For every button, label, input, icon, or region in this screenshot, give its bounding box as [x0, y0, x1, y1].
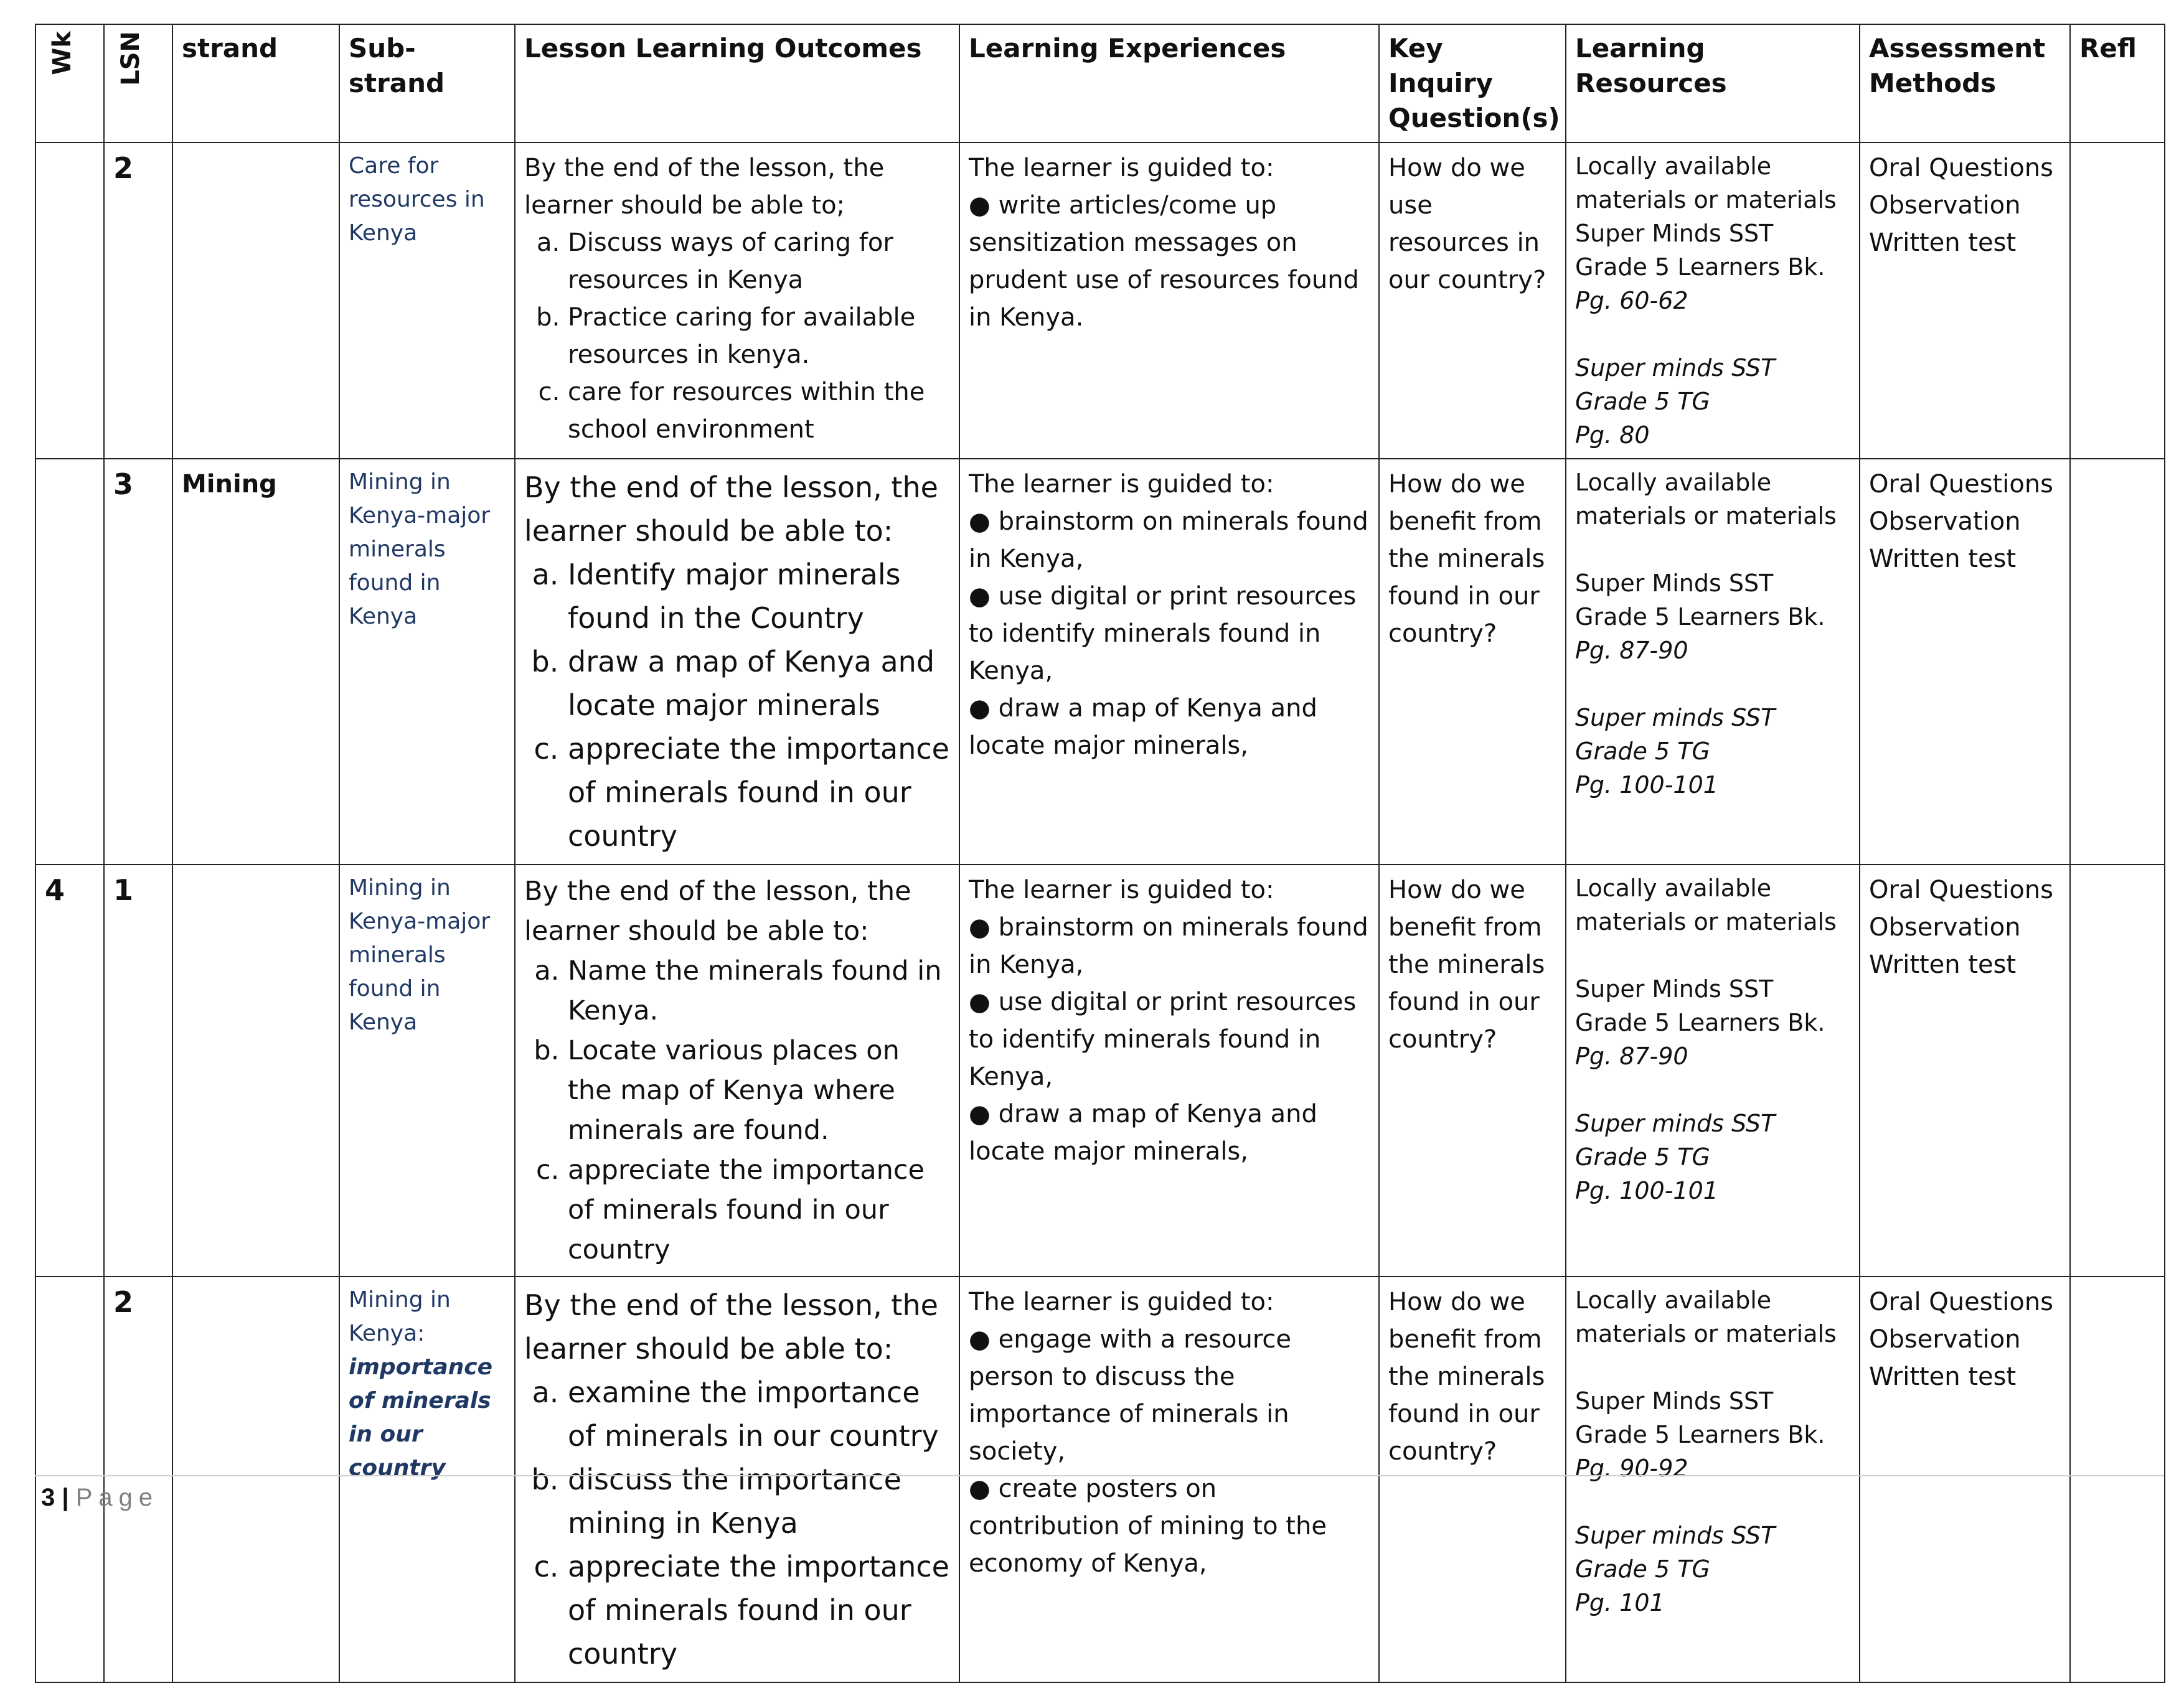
experiences-cell: The learner is guided to: ● write articles/come up sensitization messages on prudent use of resources found in Kenya. [959, 143, 1379, 459]
strand-cell [172, 1277, 339, 1682]
inquiry-cell: How do we benefit from the minerals found in our country? [1379, 1277, 1566, 1682]
outcome-item: a. Identify major minerals found in the Country [568, 553, 950, 640]
outcomes-list [524, 951, 950, 1270]
experience-item: ● write articles/come up sensitization messages on prudent use of resources found in Kenya. [969, 187, 1370, 336]
outcomes-list [524, 224, 950, 448]
table-row [35, 143, 2165, 459]
experience-item: ● brainstorm on minerals found in Kenya, [969, 503, 1370, 578]
assessment-cell: Oral Questions Observation Written test [1860, 1277, 2070, 1682]
sub-strand-cell: Mining in Kenya: importance of minerals in our country [339, 1277, 515, 1682]
assessment-cell: Oral Questions Observation Written test [1860, 865, 2070, 1277]
experiences-cell: The learner is guided to: ● brainstorm on minerals found in Kenya, ● use digital or print resources to identify minerals found in Kenya, ● draw a map of Kenya and locate major minerals, [959, 459, 1379, 865]
outcome-item: a. Name the minerals found in Kenya. [568, 951, 950, 1031]
header-week: Wk [35, 24, 104, 143]
outcome-item: c. appreciate the importance of minerals found in our country [568, 1545, 950, 1676]
resources-cell: Locally available materials or materials Super Minds SST Grade 5 Learners Bk. Pg. 87-90 Super minds SST Grade 5 TG Pg. 100-101 [1566, 865, 1860, 1277]
strand-cell [172, 865, 339, 1277]
outcome-item: b. Locate various places on the map of Kenya where minerals are found. [568, 1031, 950, 1150]
reflection-cell [2070, 865, 2165, 1277]
outcome-item: a. Discuss ways of caring for resources in Kenya [568, 224, 950, 299]
inquiry-cell: How do we benefit from the minerals found in our country? [1379, 865, 1566, 1277]
header-lesson: LSN [104, 24, 172, 143]
outcome-item: b. discuss the importance mining in Kenya [568, 1458, 950, 1545]
resources-cell: Locally available materials or materials Super Minds SST Grade 5 Learners Bk. Pg. 90-92 Super minds SST Grade 5 TG Pg. 101 [1566, 1277, 1860, 1682]
header-strand: strand [172, 24, 339, 143]
assessment-cell: Oral Questions Observation Written test [1860, 143, 2070, 459]
strand-cell [172, 143, 339, 459]
experience-item: ● brainstorm on minerals found in Kenya, [969, 909, 1370, 983]
outcomes-list [524, 1371, 950, 1676]
scheme-of-work-table [35, 24, 2165, 1683]
sub-strand-cell: Mining in Kenya-major minerals found in Kenya [339, 865, 515, 1277]
page-footer [41, 1484, 159, 1512]
sub-strand-cell: Care for resources in Kenya [339, 143, 515, 459]
header-resources: Learning Resources [1566, 24, 1860, 143]
reflection-cell [2070, 143, 2165, 459]
week-cell [35, 1277, 104, 1682]
experience-item: ● engage with a resource person to discuss the importance of minerals in society, [969, 1321, 1370, 1470]
page-number: 3 [41, 1484, 55, 1511]
outcomes-list [524, 553, 950, 858]
header-assessment: Assessment Methods [1860, 24, 2070, 143]
experience-item: ● create posters on contribution of mining to the economy of Kenya, [969, 1470, 1370, 1582]
outcome-item: b. Practice caring for available resources in kenya. [568, 299, 950, 373]
outcome-item: b. draw a map of Kenya and locate major minerals [568, 640, 950, 727]
strand-cell: Mining [172, 459, 339, 865]
table-row [35, 865, 2165, 1277]
experience-item: ● draw a map of Kenya and locate major minerals, [969, 690, 1370, 764]
outcome-item: c. appreciate the importance of minerals found in our country [568, 727, 950, 858]
lesson-cell: 2 [104, 1277, 172, 1682]
lesson-cell: 3 [104, 459, 172, 865]
header-outcomes: Lesson Learning Outcomes [515, 24, 959, 143]
table-row [35, 1277, 2165, 1682]
header-experiences: Learning Experiences [959, 24, 1379, 143]
experience-item: ● use digital or print resources to identify minerals found in Kenya, [969, 983, 1370, 1095]
week-cell: 4 [35, 865, 104, 1277]
week-cell [35, 459, 104, 865]
lesson-cell: 2 [104, 143, 172, 459]
sub-strand-cell: Mining in Kenya-major minerals found in Kenya [339, 459, 515, 865]
lesson-cell: 1 [104, 865, 172, 1277]
header-sub-strand: Sub-strand [339, 24, 515, 143]
week-cell [35, 143, 104, 459]
footer-divider [35, 1475, 2164, 1476]
outcomes-cell: By the end of the lesson, the learner should be able to: a. examine the importance of minerals in our country b. discuss the importance mining in Kenya c. appreciate the importance of minerals found in our country [515, 1277, 959, 1682]
outcomes-cell: By the end of the lesson, the learner should be able to: a. Identify major minerals found in the Country b. draw a map of Kenya and locate major minerals c. appreciate the importance of minerals found in our country [515, 459, 959, 865]
resources-cell: Locally available materials or materials Super Minds SST Grade 5 Learners Bk. Pg. 60-62 Super minds SST Grade 5 TG Pg. 80 [1566, 143, 1860, 459]
resources-cell: Locally available materials or materials Super Minds SST Grade 5 Learners Bk. Pg. 87-90 Super minds SST Grade 5 TG Pg. 100-101 [1566, 459, 1860, 865]
outcomes-cell: By the end of the lesson, the learner should be able to: a. Name the minerals found in Kenya. b. Locate various places on the map of Kenya where minerals are found. c. appreciate the importance of minerals found in our country [515, 865, 959, 1277]
page-label: Page [75, 1484, 159, 1511]
header-row [35, 24, 2165, 143]
outcomes-cell: By the end of the lesson, the learner should be able to; a. Discuss ways of caring for resources in Kenya b. Practice caring for available resources in kenya. c. care for resources within the school environment [515, 143, 959, 459]
reflection-cell [2070, 1277, 2165, 1682]
header-reflection: Refl [2070, 24, 2165, 143]
outcome-item: c. appreciate the importance of minerals found in our country [568, 1150, 950, 1270]
experiences-cell: The learner is guided to: ● brainstorm on minerals found in Kenya, ● use digital or print resources to identify minerals found in Kenya, ● draw a map of Kenya and locate major minerals, [959, 865, 1379, 1277]
experience-item: ● use digital or print resources to identify minerals found in Kenya, [969, 578, 1370, 690]
page-separator: | [62, 1484, 69, 1511]
experiences-cell: The learner is guided to: ● engage with a resource person to discuss the importance of minerals in society, ● create posters on contribution of mining to the economy of Kenya, [959, 1277, 1379, 1682]
inquiry-cell: How do we benefit from the minerals found in our country? [1379, 459, 1566, 865]
assessment-cell: Oral Questions Observation Written test [1860, 459, 2070, 865]
experience-item: ● draw a map of Kenya and locate major minerals, [969, 1095, 1370, 1170]
outcome-item: a. examine the importance of minerals in our country [568, 1371, 950, 1458]
inquiry-cell: How do we use resources in our country? [1379, 143, 1566, 459]
table-row [35, 459, 2165, 865]
header-inquiry: Key Inquiry Question(s) [1379, 24, 1566, 143]
reflection-cell [2070, 459, 2165, 865]
outcome-item: c. care for resources within the school environment [568, 373, 950, 448]
